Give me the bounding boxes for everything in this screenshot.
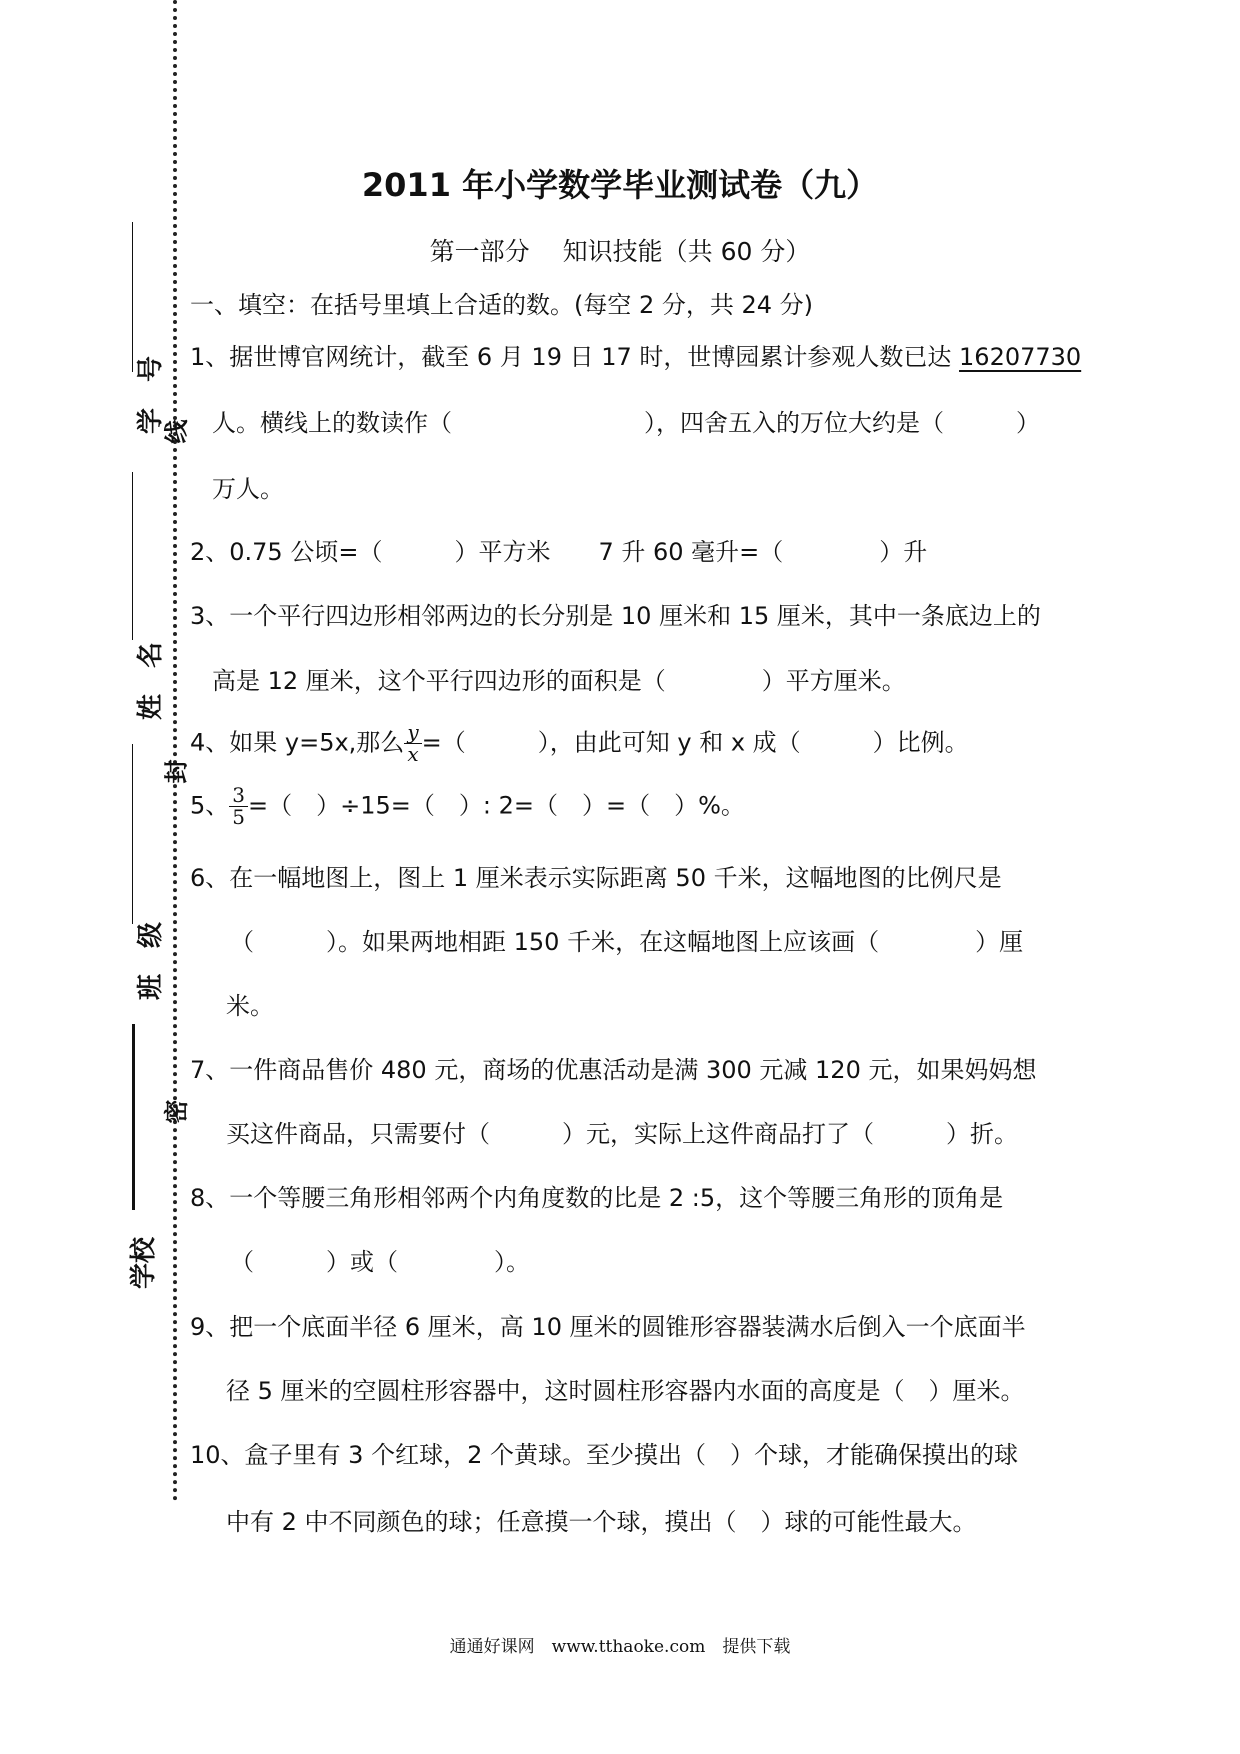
q3-line1: 3、一个平行四边形相邻两边的长分别是 10 厘米和 15 厘米，其中一条底边上的 (190, 602, 1041, 630)
q4-line (190, 722, 969, 765)
name-write-line (132, 472, 133, 640)
seal-char-seal: 封 (162, 759, 191, 784)
q6-line1: 6、在一幅地图上，图上 1 厘米表示实际距离 50 千米，这幅地图的比例尺是 (190, 864, 1002, 892)
class-write-line (132, 744, 133, 924)
q10-line1: 10、盒子里有 3 个红球，2 个黄球。至少摸出（ ）个球，才能确保摸出的球 (190, 1441, 1018, 1469)
q8-line1: 8、一个等腰三角形相邻两个内角度数的比是 2 :5，这个等腰三角形的顶角是 (190, 1184, 1004, 1212)
student-no-label: 学 号 (136, 355, 167, 435)
q1-line1-text: 1、据世博官网统计，截至 6 月 19 日 17 时，世博园累计参观人数已达 (190, 343, 960, 371)
q6-line3: 米。 (226, 992, 274, 1020)
section-subtitle: 第一部分 知识技能（共 60 分） (429, 237, 811, 266)
seal-char-line: 线 (162, 419, 191, 444)
school-write-line (132, 1024, 135, 1210)
q6-line2: （ ）。如果两地相距 150 千米，在这幅地图上应该画（ ）厘 (230, 928, 1024, 956)
q5-fraction-denominator: 5 (232, 805, 246, 829)
seal-char-secret: 密 (162, 1099, 191, 1124)
q8-line2: （ ）或（ ）。 (230, 1248, 530, 1276)
class-label: 班 级 (136, 921, 167, 1001)
q10-line2: 中有 2 中不同颜色的球；任意摸一个球，摸出（ ）球的可能性最大。 (226, 1508, 977, 1536)
q4-suffix: =（ ），由此可知 y 和 x 成（ ）比例。 (421, 728, 969, 757)
q2-line: 2、0.75 公顷=（ ）平方米 7 升 60 毫升=（ ）升 (190, 538, 928, 566)
q7-line2: 买这件商品，只需要付（ ）元，实际上这件商品打了（ ）折。 (226, 1120, 1018, 1148)
q3-line2: 高是 12 厘米，这个平行四边形的面积是（ ）平方厘米。 (212, 667, 906, 695)
section1-heading: 一、填空：在括号里填上合适的数。(每空 2 分，共 24 分) (190, 291, 814, 319)
school-label: 学校 (129, 1236, 160, 1290)
page-title: 2011 年小学数学毕业测试卷（九） (361, 166, 879, 204)
q1-line3: 万人。 (212, 475, 284, 503)
q5-line (190, 785, 745, 828)
q9-line1: 9、把一个底面半径 6 厘米，高 10 厘米的圆锥形容器装满水后倒入一个底面半 (190, 1313, 1026, 1341)
q9-line2: 径 5 厘米的空圆柱形容器中，这时圆柱形容器内水面的高度是（ ）厘米。 (226, 1377, 1025, 1405)
q1-line1 (190, 345, 1081, 369)
name-label: 姓 名 (136, 641, 167, 721)
q4-fraction (404, 722, 421, 765)
q5-fraction (229, 785, 248, 828)
q7-line1: 7、一件商品售价 480 元，商场的优惠活动是满 300 元减 120 元，如果妈妈想 (190, 1056, 1037, 1084)
q4-prefix: 4、如果 y=5x,那么 (190, 728, 405, 757)
q1-underlined-number: 16207730 (959, 343, 1082, 371)
q4-fraction-denominator: x (407, 742, 419, 766)
q5-prefix: 5、 (190, 791, 230, 820)
q1-line2: 人。横线上的数读作（ ），四舍五入的万位大约是（ ） (212, 409, 1040, 437)
q5-fraction-numerator: 3 (229, 785, 248, 807)
q5-suffix: =（ ）÷15=（ ）: 2=（ ）=（ ）%。 (248, 791, 745, 820)
q4-fraction-numerator: y (404, 722, 421, 744)
binding-dotted-line (173, 0, 177, 1502)
footer-credit: 通通好课网 www.tthaoke.com 提供下载 (449, 1637, 791, 1657)
